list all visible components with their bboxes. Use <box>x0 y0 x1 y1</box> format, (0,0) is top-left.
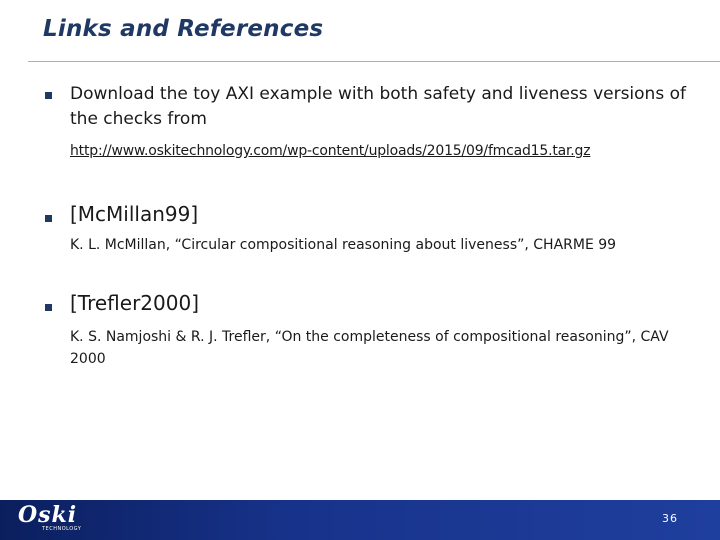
oski-logo <box>16 502 96 536</box>
logo-wordmark: Oski <box>18 502 78 528</box>
footer-bar <box>0 500 720 540</box>
bullet-icon <box>45 211 55 221</box>
bullet-icon <box>45 88 55 98</box>
reference-detail-mcmillan: K. L. McMillan, “Circular compositional reasoning about liveness”, CHARME 99 <box>70 237 617 253</box>
page-number: 36 <box>662 512 678 525</box>
download-link[interactable]: http://www.oskitechnology.com/wp-content/uploads/2015/09/fmcad15.tar.gz <box>70 143 591 159</box>
title-divider <box>28 61 720 62</box>
reference-mcmillan: [McMillan99] <box>70 202 199 226</box>
reference-trefler: [Trefler2000] <box>70 291 199 315</box>
reference-detail-trefler: K. S. Namjoshi & R. J. Trefler, “On the completeness of compositional reasoning”, CAV 2000 <box>70 329 669 367</box>
page-title: Links and References <box>43 16 324 42</box>
logo-subtext: TECHNOLOGY <box>42 526 82 532</box>
bullet-icon <box>45 300 55 310</box>
bullet-text-download: Download the toy AXI example with both safety and liveness versions of the checks from <box>70 84 686 129</box>
